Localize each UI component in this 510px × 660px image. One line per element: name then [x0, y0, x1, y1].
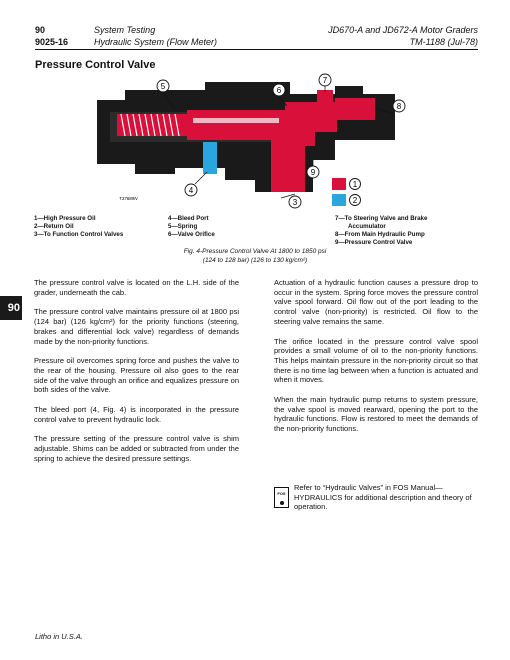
caption-item: 3—To Function Control Valves	[34, 231, 124, 238]
callout-7: 7	[322, 76, 328, 85]
paragraph: Pressure oil overcomes spring force and pushes the valve to the rear of the housing. Pressure oil also goes to the rear side of the valve through an orifice and equalizes pressure on both sides of the valve.	[34, 356, 239, 395]
reference-number: 9025-16	[35, 37, 69, 47]
caption-item: 8—From Main Hydraulic Pump	[335, 231, 425, 238]
paragraph: The bleed port (4, Fig. 4) is incorporated in the pressure control valve to prevent hydraulic lock.	[34, 405, 239, 424]
figure-caption-line-1: Fig. 4-Pressure Control Valve At 1800 to 1850 psi	[183, 248, 327, 255]
manual-title: JD670-A and JD672-A Motor Graders	[328, 25, 478, 35]
fos-manual-icon	[274, 487, 289, 508]
valve-diagram	[35, 72, 478, 212]
paragraph: The pressure setting of the pressure control valve is shim adjustable. Shims can be added or subtracted from under the spring to achieve the desired pressure settings.	[34, 434, 239, 463]
section-tab: 90	[0, 296, 22, 320]
caption-item: Accumulator	[348, 223, 386, 230]
caption-item: 7—To Steering Valve and Brake	[335, 215, 428, 222]
legend-return-swatch	[332, 194, 346, 206]
figure-caption-line-2: (124 to 128 bar) (126 to 130 kg/cm²)	[202, 257, 308, 264]
callout-6: 6	[276, 86, 282, 95]
right-column	[274, 278, 478, 444]
left-column	[34, 278, 239, 474]
footer: Litho in U.S.A.	[35, 632, 83, 641]
callout-4: 4	[188, 186, 194, 195]
caption-column-2	[168, 215, 215, 239]
caption-item: 6—Valve Orifice	[168, 231, 215, 238]
fos-icon-dot	[280, 501, 284, 505]
figure-caption	[0, 247, 510, 265]
page-number: 90	[35, 25, 46, 35]
caption-item: 9—Pressure Control Valve	[335, 239, 413, 246]
paragraph: The orifice located in the pressure control valve spool provides a small volume of oil to the non-priority functions. This helps maintain pressure in the non-priority circuit so that there is no time lag between when a function is actuated and when it moves.	[274, 336, 478, 385]
return-oil-passage	[203, 142, 217, 174]
header-rule	[35, 49, 478, 50]
caption-column-3	[335, 215, 427, 247]
subsection-title: Hydraulic System (Flow Meter)	[94, 37, 218, 47]
fos-reference-text: Refer to “Hydraulic Valves” in FOS Manual—HYDRAULICS for additional description and theory of operation.	[294, 483, 472, 512]
paragraph: The pressure control valve maintains pressure oil at 1800 psi (124 bar) (126 kg/cm²) for the priority functions (steering, brakes and differential lock valve) regardless of demands made by the non-priority functions.	[34, 307, 239, 346]
caption-column-1	[34, 215, 123, 239]
page-title: Pressure Control Valve	[35, 59, 156, 71]
spring	[117, 114, 187, 136]
caption-item: 2—Return Oil	[34, 223, 74, 230]
fos-icon-label: FOS	[277, 491, 286, 496]
manual-number: TM-1188 (Jul-78)	[409, 37, 478, 47]
section-title: System Testing	[94, 25, 156, 35]
legend-high-pressure-swatch	[332, 178, 346, 190]
paragraph: When the main hydraulic pump returns to system pressure, the valve spool is moved rearward, opening the port to the hydraulic functions. Flow is restored to meet the demands of the non-priority functions.	[274, 395, 478, 434]
caption-item: 5—Spring	[168, 223, 198, 230]
callout-5: 5	[160, 82, 166, 91]
callout-9: 9	[310, 168, 316, 177]
legend-number-1: 1	[352, 180, 358, 189]
paragraph: The pressure control valve is located on the L.H. side of the grader, underneath the cab.	[34, 278, 239, 297]
callout-3: 3	[292, 198, 298, 207]
callout-8: 8	[396, 102, 402, 111]
legend-number-2: 2	[352, 196, 358, 205]
caption-item: 1—High Pressure Oil	[34, 215, 96, 222]
image-code: T37689N	[119, 196, 138, 201]
paragraph: Actuation of a hydraulic function causes a pressure drop to occur in the system. Spring force moves the pressure control valve spool forward. Oil flow out of the port leading to the control valve (non-priority) is restricted. Oil flow to the steering valve remains the same.	[274, 278, 478, 326]
caption-item: 4—Bleed Port	[168, 215, 209, 222]
